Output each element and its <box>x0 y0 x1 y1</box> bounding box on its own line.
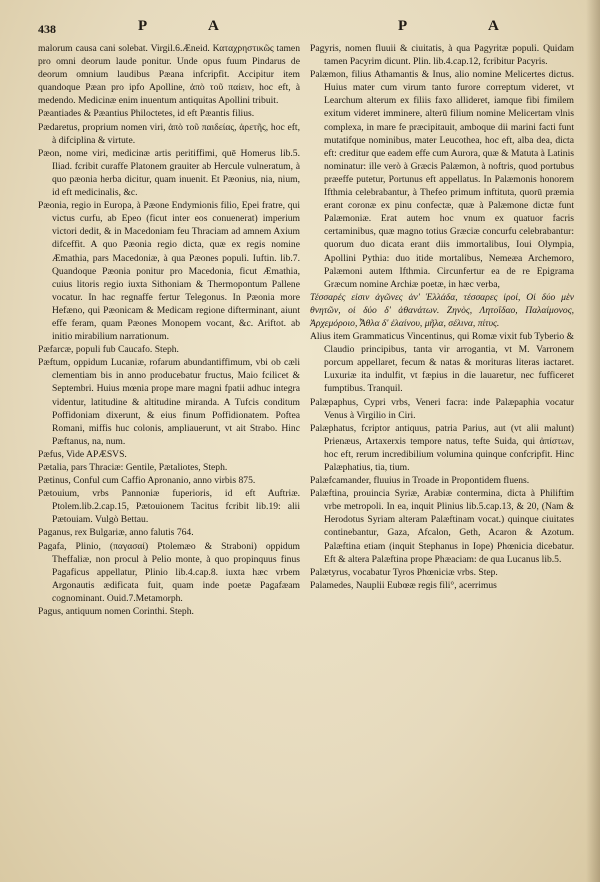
right-entry-0: Pagyris, nomen fluuii & ciuitatis, à qua Pagyritæ populi. Quidam tamen Pacyrim dicunt. Plin. lib.4.cap.12, fcribitur Pacyris. <box>310 43 574 68</box>
right-entry-5: Palæphatus, fcriptor antiquus, patria Parius, aut (vt alii malunt) Prienæus, Artaxerxis tempore natus, tefte Suida, qui ἀπίστων, hoc eft, rerum incredibilium volumina quinque confcripfit. Hinc Palæphatius, tia, tium. <box>310 422 574 473</box>
right-entry-3: Alius item Grammaticus Vincentinus, qui Romæ vixit fub Tyberio & Claudio principibus, tanta vir arrogantia, vt M. Varronem porcum appellaret, fecum & natas & morituras literas iactaret. Luxuriæ ita indulfit, vt fæpius in die lauaretur, nec fufficeret fumptibus. Tranquil. <box>310 331 574 395</box>
left-entry-11: Paganus, rex Bulgariæ, anno falutis 764. <box>38 527 194 539</box>
left-entry-8: Pætalia, pars Thraciæ: Gentile, Pætaliotes, Steph. <box>38 462 228 473</box>
left-entry-12: Pagafa, Plinio, (παγασαί) Ptolemæo & Straboni) oppidum Theffaliæ, non procul à Pelio monte, à quo propinquus finus Pagaficus appellatur, Plinio lib.4.cap.8. iuxta hæc vrbem Argonautis ædificata fuit, quam inde poetæ Pagafæam cognominant. Ouid.7.Metamorph. <box>38 540 300 604</box>
left-column <box>38 42 300 618</box>
right-entry-1: Palæmon, filius Athamantis & Inus, alio nomine Melicertes dictus. Huius mater cum virum tanto furore correptum videret, vt Learchum alterum ex filiis faxo allideret, iamque fibi fimilem exitum videret imminere, alterū filium nomine Melicertam vlnis complexa, in mare fe præcipitauit, amboque dii marini facti funt mutatifque nominibus, mater Leucothea, hoc eft, alba dea, dicta eft: creditur que eadem effe cum Aurora, quæ & Matuta à Latinis nominatur: ille verò à Græcis Palæmon, à noftris, quod portubus præeffe putetur, Portunus eft appellatus. In Palæmonis honorem Ifthmia celebrabantur, à Thefeo primum inftituta, quorū præmia erant coronæ ex pinu confectæ, quæ à Palæmone dictæ funt Palæmoniæ. Erat autem hoc vnum ex quatuor facris certaminibus, quæ magno totius Græciæ concurfu celebrabantur: quorum duo dicata erant diis immortalibus, Ioui Olympia, Apollini Pythia: duo itide mortalibus, Nemeæa Archemoro, Palæmoni autem Ifthmia. Circunfertur ea de re Epigrama Græcum nomine Archiæ poetæ, in hæc verba, <box>310 69 574 290</box>
left-entry-6: Pæftum, oppidum Lucaniæ, rofarum abundantiffimum, vbi ob cæli clementiam bis in anno producebatur fructus, Maio fcilicet & Septembri. Huius mœnia prope mare magni fpatii adhuc integra videntur, latitudine & altitudine miranda. A Tufcis conditum Poffidoniam dixerunt, & eius finum Poffidionatem. Poftea Romani, miffis huc colonis, ampliauerunt, vt ait Strabo. Hinc Pæftanus, na, num. <box>38 357 300 447</box>
page-number: 438 <box>38 22 56 36</box>
right-entry-8: Palætyrus, vocabatur Tyros Phœniciæ vrbs. Step. <box>310 566 498 578</box>
left-entry-4: Pæonia, regio in Europa, à Pæone Endymionis filio, Epei fratre, qui victus curfu, ab Epeo (ficut inter eos conuenerat) imperium victori dedit, & in Macedoniam feu Thraciam ad amnem Axium difceffit. A quo Pæonia regio dicta, quæ ex regis nomine Æmathia, pars Macedoniæ, à qua Pæones populi. Iuftin. lib.7. Quandoque Pæonia ponitur pro Macedonia, ficut Æmathia, cuius litoris regio iuxta Sithoniam & Thermopontum Pallene vocatur. In hac regnaffe fertur Telegonus. In Pæonia more Hefæno, qui Pæonicam & Medicam regione difterminant, aiunt effe feram, quam Pæones Monopem vocant, &c. Ariftot. ab initio mirabilium narrationum. <box>38 200 300 343</box>
header-letter-right-2: A <box>488 18 499 34</box>
right-entry-4: Palæpaphus, Cypri vrbs, Veneri facra: inde Palæpaphia vocatur Venus à Virgilio in Ciri. <box>310 396 574 421</box>
left-entry-1: Pæantiades & Pæantius Philoctetes, id eft Pæantis filius. <box>38 108 255 120</box>
right-column <box>310 42 574 592</box>
left-entry-10: Pætouium, vrbs Pannoniæ fuperioris, id eft Auftriæ. Ptolem.lib.2.cap.15, Pætouionem Tacitus fcribit lib.19: alii Pætouiam. Vulgò Bettau. <box>38 488 300 526</box>
header-letter-left-1: P <box>138 18 148 34</box>
left-entry-7: Pæfus, Vide APÆSVS. <box>38 448 127 460</box>
right-entry-7: Palæftina, prouincia Syriæ, Arabiæ contermina, dicta à Philiftim vrbe metropoli. In ea, inquit Plinius lib.5.cap.13, & 20, (Nam & Herodotus Syriam alteram Palæftinam vocat.) quinque ciuitates continebantur, Gaza, Afcalon, Geth, Acaron & Azotum. Palæftina etiam (inquit Stephanus in Iope) Phœnicia dicebatur. Eft & altera Palæftina prope Phæaciam: de qua Lucanus lib.5. <box>310 488 574 565</box>
right-entry-9: Palamedes, Nauplii Eubœæ regis fili°, acerrimus <box>310 579 497 591</box>
running-header <box>38 18 562 40</box>
left-entry-0: malorum causa cani solebat. Virgil.6.Æneid. Καταχρηστικῶς tamen pro omni deorum laude ponitur. Unde opus fuum Pindarus de deorum omnium laudibus Pæana infcripfit. Accipitur item quandoque Pæan pro ipfo Apolline, ἀπὸ τοῦ παίειν, hoc eft, à medendo. Medicinæ enim inuentum antiquitas Apollini tribuit. <box>38 43 300 107</box>
left-entry-2: Pædaretus, proprium nomen viri, ἀπὸ τοῦ παιδείας, ἀρετῆς, hoc eft, à difciplina & virtute. <box>38 121 300 146</box>
page-edge-shadow <box>586 0 600 882</box>
left-entry-3: Pæon, nome viri, medicinæ artis peritiffimi, quē Homerus lib.5. Iliad. fcribit curaffe Platonem grauiter ab Hercule vulneratum, à quo pæonia herba dicitur, quam inuenit. Et Pæonius, nia, nium, id eft medicinalis, &c. <box>38 147 300 199</box>
left-entry-13: Pagus, antiquum nomen Corinthi. Steph. <box>38 606 194 618</box>
left-entry-5: Pæfarcæ, populi fub Caucafo. Steph. <box>38 344 179 356</box>
header-letter-left-2: A <box>208 18 219 34</box>
right-entry-6: Palæfcamander, fluuius in Troade in Propontidem fluens. <box>310 475 530 487</box>
header-letter-right-1: P <box>398 18 408 34</box>
left-entry-9: Pætinus, Conful cum Caffio Apronanio, anno virbis 875. <box>38 475 256 487</box>
greek-epigram: Τέσσαρές εἰσιν ἀγῶνες ἀν' Ἑλλάδα, τέσσαρες ἱροί, Οἱ δύο μὲν θνητῶν, οἱ δύο δ' ἀθανάτων. Ζηνὸς, Λητοΐδαο, Παλαίμονος, Ἀρχεμόροιο, Ἆθλα δ' ἐλαίνου, μῆλα, σέλινα, πίτυς. <box>310 291 574 329</box>
